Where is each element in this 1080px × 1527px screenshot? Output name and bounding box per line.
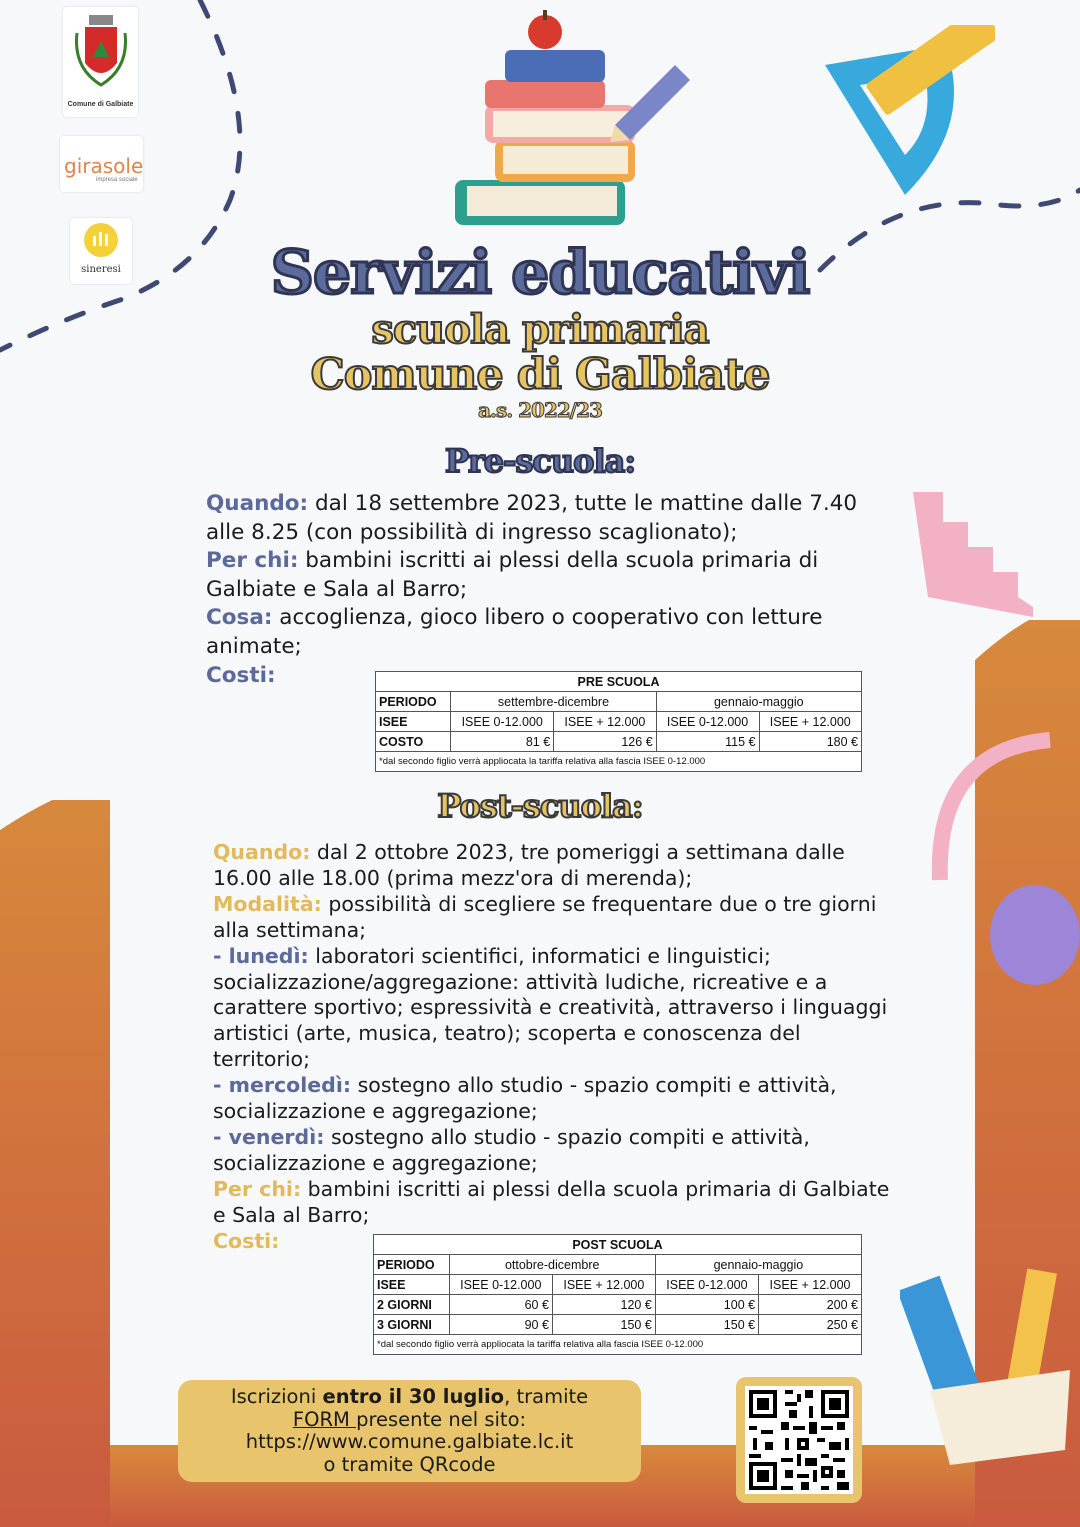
stairs-shape-illustration [908, 487, 1038, 622]
pre-isee-high-1: ISEE + 12.000 [554, 712, 656, 732]
pre-scuola-heading: Pre-scuola: [444, 442, 636, 480]
post-row2-cost-2: 150 € [552, 1315, 655, 1335]
pre-perchi-text: bambini iscritti ai plessi della scuola primaria di Galbiate e Sala al Barro; [206, 548, 819, 602]
pre-isee-label: ISEE [376, 712, 451, 732]
title-comune-galbiate: Comune di Galbiate [310, 350, 770, 400]
table-row [376, 672, 862, 692]
comune-logo-caption: Comune di Galbiate [67, 101, 134, 108]
comune-galbiate-logo [63, 7, 138, 117]
girasole-logo [60, 136, 143, 192]
post-scuola-fee-table [373, 1234, 862, 1355]
pre-cosa-label: Cosa: [206, 605, 273, 631]
pre-period2: gennaio-maggio [656, 692, 861, 712]
pre-periodo-label: PERIODO [376, 692, 451, 712]
pre-isee-low-1: ISEE 0-12.000 [451, 712, 554, 732]
pre-scuola-fee-table [375, 671, 862, 772]
post-table-title: POST SCUOLA [374, 1235, 862, 1255]
pre-table-note: *dal secondo figlio verrà appliocata la tariffa relativa alla fascia ISEE 0-12.000 [376, 752, 862, 772]
post-row1-label: 2 GIORNI [374, 1295, 450, 1315]
pre-costi-label: Costi: [206, 662, 276, 688]
pre-cosa-text: accoglienza, gioco libero o cooperativo con letture animate; [206, 605, 823, 659]
post-scuola-heading: Post-scuola: [437, 787, 643, 825]
post-table-note: *dal secondo figlio verrà appliocata la tariffa relativa alla fascia ISEE 0-12.000 [374, 1335, 862, 1355]
post-isee-high-2: ISEE + 12.000 [759, 1275, 862, 1295]
girasole-tagline: impresa sociale [96, 177, 138, 183]
post-quando-label: Quando: [213, 840, 311, 864]
pre-isee-low-2: ISEE 0-12.000 [656, 712, 759, 732]
table-row [374, 1335, 862, 1355]
headphones-illustration [930, 720, 1080, 990]
ruler-protractor-illustration [805, 25, 995, 210]
pre-cost-3: 115 € [656, 732, 759, 752]
post-period1: ottobre-dicembre [449, 1255, 655, 1275]
table-row [374, 1235, 862, 1255]
signup-line2-post: presente nel sito: [356, 1407, 527, 1431]
pre-cost-1: 81 € [451, 732, 554, 752]
books-apple-illustration [445, 10, 705, 235]
post-row1-cost-1: 60 € [449, 1295, 552, 1315]
post-modalita-label: Modalità: [213, 891, 322, 916]
coat-of-arms-icon [71, 13, 131, 93]
signup-url[interactable]: https://www.comune.galbiate.lc.it [245, 1430, 574, 1453]
pre-quando-label: Quando: [206, 491, 309, 516]
form-link[interactable]: FORM [292, 1407, 357, 1431]
table-row [374, 1255, 862, 1275]
table-row [376, 712, 862, 732]
pre-costo-label: COSTO [376, 732, 451, 752]
post-mercoledi-text: sostegno allo studio - spazio compiti e attività, socializzazione e aggregazione; [213, 1073, 837, 1124]
table-row [376, 752, 862, 772]
post-periodo-label: PERIODO [374, 1255, 450, 1275]
table-row [374, 1275, 862, 1295]
post-row2-label: 3 GIORNI [374, 1315, 450, 1335]
post-row1-cost-3: 100 € [655, 1295, 758, 1315]
girasole-name: girasole [64, 154, 144, 178]
title-school-year: a.s. 2022/23 [478, 398, 602, 422]
post-quando-text: dal 2 ottobre 2023, tre pomeriggi a settimana dalle 16.00 alle 18.00 (prima mezz'ora di merenda); [213, 840, 845, 890]
post-row2-cost-4: 250 € [759, 1315, 862, 1335]
post-isee-high-1: ISEE + 12.000 [552, 1275, 655, 1295]
signup-line1-pre: Iscrizioni [230, 1385, 323, 1408]
post-venerdi-text: sostegno allo studio - spazio compiti e attività, socializzazione e aggregazione; [213, 1124, 810, 1175]
title-servizi-educativi: Servizi educativi [270, 238, 810, 308]
post-perchi-text: bambini iscritti ai plessi della scuola primaria di Galbiate e Sala al Barro; [213, 1176, 890, 1227]
post-scuola-details [213, 840, 903, 1255]
post-row2-cost-1: 90 € [449, 1315, 552, 1335]
pre-cost-2: 126 € [554, 732, 656, 752]
signup-line4: o tramite QRcode [323, 1452, 496, 1476]
title-scuola-primaria: scuola primaria [371, 306, 709, 353]
signup-deadline: entro il 30 luglio [322, 1385, 505, 1408]
post-mercoledi-label: - mercoledì: [213, 1073, 352, 1098]
pre-quando-text: dal 18 settembre 2023, tutte le mattine dalle 7.40 alle 8.25 (con possibilità di ingresso scaglionato); [206, 491, 858, 545]
sineresi-name: sineresi [81, 264, 121, 275]
pencil-cup-illustration [900, 1250, 1080, 1527]
qr-code-icon[interactable] [745, 1386, 853, 1494]
signup-line1-post: , tramite [504, 1385, 589, 1408]
pre-period1: settembre-dicembre [451, 692, 656, 712]
post-venerdi-label: - venerdì: [213, 1124, 325, 1149]
post-isee-low-1: ISEE 0-12.000 [449, 1275, 552, 1295]
table-row [376, 732, 862, 752]
post-isee-label: ISEE [374, 1275, 450, 1295]
post-row1-cost-2: 120 € [552, 1295, 655, 1315]
pre-table-title: PRE SCUOLA [376, 672, 862, 692]
table-row [374, 1315, 862, 1335]
post-row2-cost-3: 150 € [655, 1315, 758, 1335]
post-modalita-text: possibilità di scegliere se frequentare due o tre giorni alla settimana; [213, 891, 877, 942]
post-row1-cost-4: 200 € [759, 1295, 862, 1315]
table-row [374, 1295, 862, 1315]
post-perchi-label: Per chi: [213, 1176, 302, 1201]
pre-perchi-label: Per chi: [206, 548, 299, 574]
post-costi-label: Costi: [213, 1228, 280, 1253]
qr-code-frame [736, 1377, 862, 1503]
pre-cost-4: 180 € [759, 732, 862, 752]
post-lunedi-label: - lunedì: [213, 943, 309, 968]
signup-info-box [178, 1380, 641, 1482]
pre-scuola-details [206, 490, 886, 690]
post-period2: gennaio-maggio [655, 1255, 861, 1275]
post-isee-low-2: ISEE 0-12.000 [655, 1275, 758, 1295]
pre-isee-high-2: ISEE + 12.000 [759, 712, 862, 732]
post-lunedi-text: laboratori scientifici, informatici e linguistici; socializzazione/aggregazione: attività ludiche, ricreative e a carattere sportivo; espressività e creatività, attraverso i linguaggi artistici (arte, musica, teatro); scoperta e conoscenza del territorio; [213, 943, 888, 1072]
table-row [376, 692, 862, 712]
